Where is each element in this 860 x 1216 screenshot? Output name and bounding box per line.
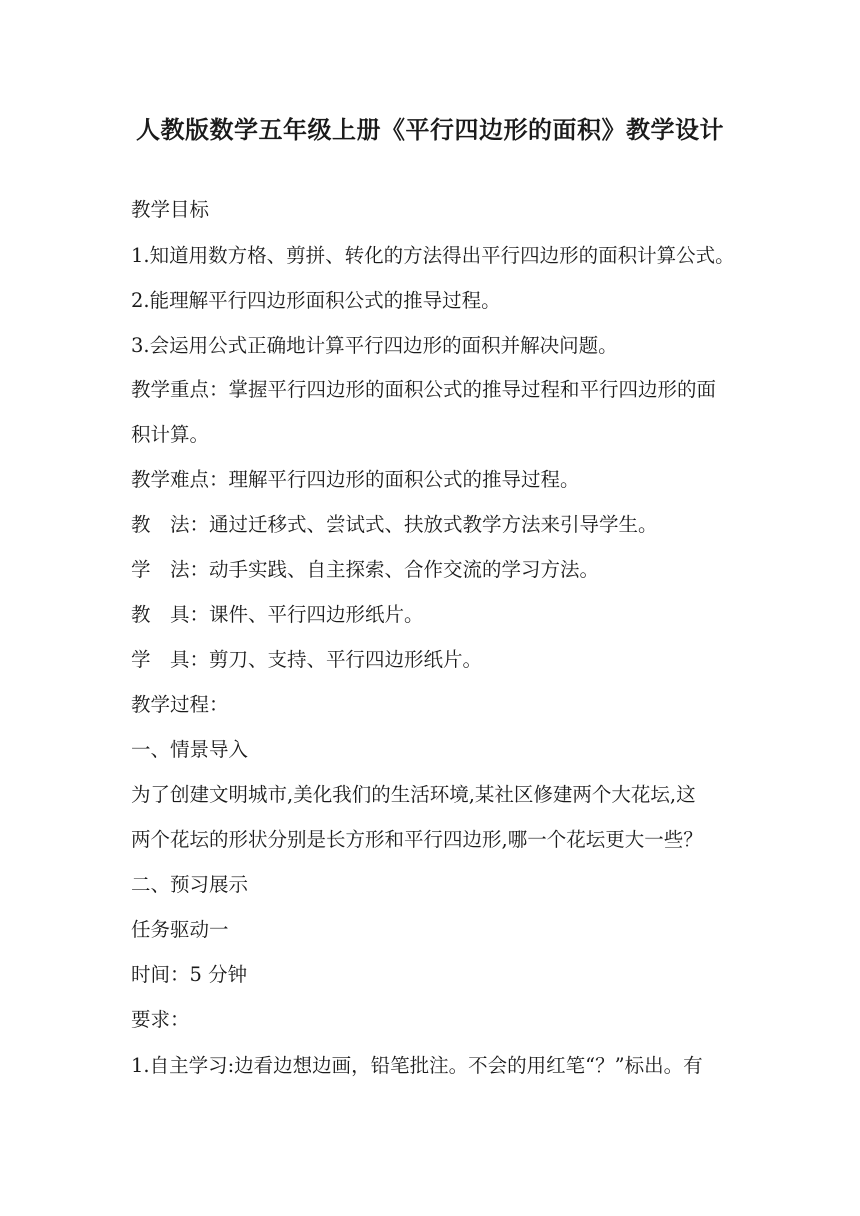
learning-tools-line: 学 具：剪刀、支持、平行四边形纸片。: [131, 648, 483, 671]
key-point-line: 教学重点：掌握平行四边形的面积公式的推导过程和平行四边形的面: [131, 378, 717, 401]
process-heading: 教学过程：: [131, 693, 229, 716]
document-title: 人教版数学五年级上册《平行四边形的面积》教学设计: [136, 116, 724, 144]
difficult-point-line: 教学难点：理解平行四边形的面积公式的推导过程。: [131, 468, 580, 491]
task-requirements-heading: 要求：: [131, 1008, 190, 1031]
section-heading-objectives: 教学目标: [131, 198, 210, 221]
intro-paragraph-line-2: 两个花坛的形状分别是长方形和平行四边形,哪一个花坛更大一些？: [131, 828, 703, 851]
teaching-method-line: 教 法：通过迁移式、尝试式、扶放式教学方法来引导学生。: [131, 513, 658, 536]
objective-line-2: 2.能理解平行四边形面积公式的推导过程。: [131, 289, 501, 312]
section-heading-preview: 二、预习展示: [131, 873, 249, 896]
teaching-tools-line: 教 具：课件、平行四边形纸片。: [131, 603, 424, 626]
intro-paragraph-line-1: 为了创建文明城市,美化我们的生活环境,某社区修建两个大花坛,这: [131, 783, 696, 806]
requirement-line-1: 1.自主学习:边看边想边画，铅笔批注。不会的用红笔“？”标出。有: [131, 1054, 703, 1077]
task-time-line: 时间：5 分钟: [131, 963, 248, 986]
learning-method-line: 学 法：动手实践、自主探索、合作交流的学习方法。: [131, 558, 600, 581]
objective-line-1: 1.知道用数方格、剪拼、转化的方法得出平行四边形的面积计算公式。: [131, 244, 735, 267]
task-heading: 任务驱动一: [131, 918, 229, 941]
objective-line-3: 3.会运用公式正确地计算平行四边形的面积并解决问题。: [131, 334, 618, 357]
key-point-line-continued: 积计算。: [131, 423, 210, 446]
section-heading-intro: 一、情景导入: [131, 738, 249, 761]
